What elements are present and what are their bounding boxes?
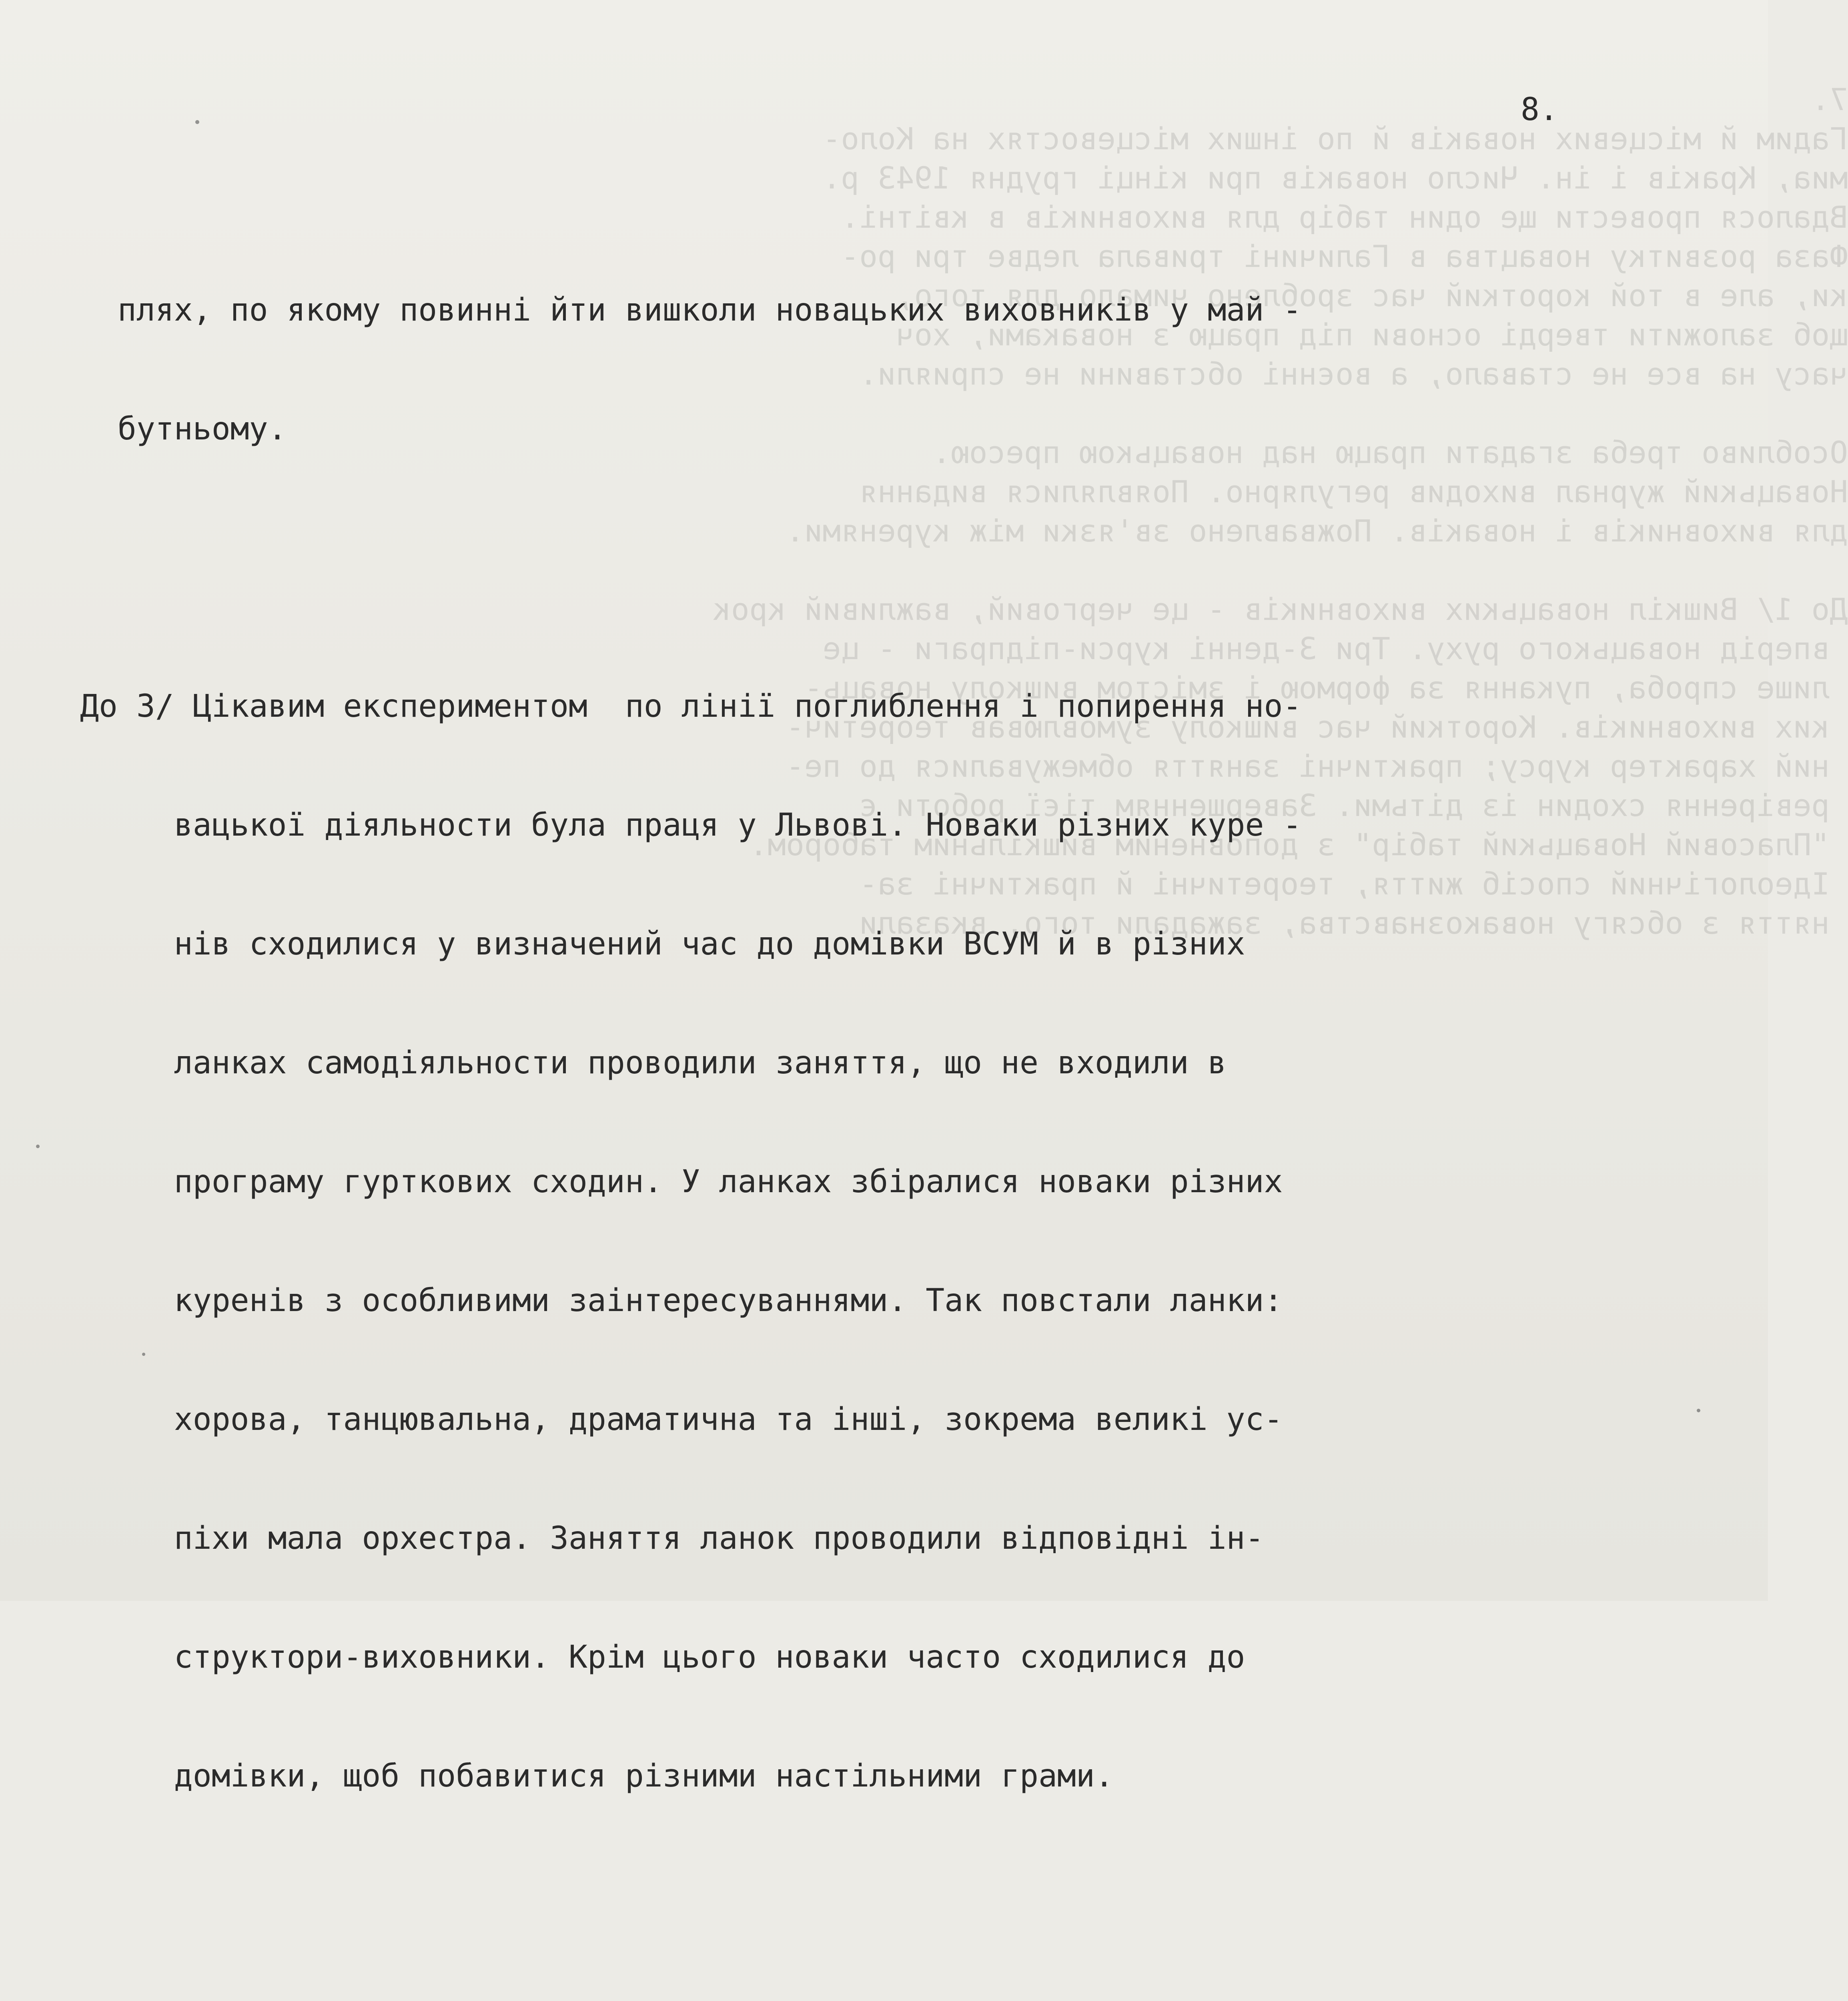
text-line: куренів з особливими заінтересуваннями. Так повстали ланки: bbox=[80, 1283, 1283, 1319]
text-line: піхи мала орхестра. Заняття ланок проводили відповідні ін- bbox=[80, 1520, 1264, 1556]
paragraph-point-3 bbox=[80, 608, 1301, 1875]
text-line: ланках самодіяльности проводили заняття, що не входили в bbox=[80, 1045, 1227, 1081]
text-body bbox=[80, 132, 1301, 2001]
page-number: 8. bbox=[1521, 92, 1558, 128]
text-line: структори-виховники. Крім цього новаки часто сходилися до bbox=[80, 1639, 1245, 1675]
paragraph-gap bbox=[80, 1955, 1301, 1975]
text-line: домівки, щоб побавитися різними настільними грами. bbox=[80, 1758, 1114, 1794]
text-line: бутньому. bbox=[80, 411, 287, 447]
text-line: програму гурткових сходин. У ланках збіралися новаки різних bbox=[80, 1164, 1283, 1200]
ink-speck bbox=[1697, 1409, 1700, 1412]
text-line: До 3/ Цікавим експериментом по лінії поглиблення і попирення но- bbox=[80, 688, 1302, 724]
ink-speck bbox=[36, 1145, 40, 1148]
text-line: хорова, танцювальна, драматична та інші, зокрема великі ус- bbox=[80, 1402, 1283, 1438]
text-line: плях, по якому повинні йти вишколи новацьких виховників у май - bbox=[80, 292, 1302, 328]
paragraph-continuation bbox=[80, 211, 1301, 528]
ink-speck bbox=[195, 120, 199, 124]
bleed-through-texture: 7. Гадим й місцевих новаків й по інших місцевостях на Коло- миа, Краків і ін. Число новаків при кінці грудня 1943 р. Вдалося провести ще один табір для виховників в квітні. Фаза розвитку новацтва в Галичині тривала ледве три ро- ки, але в той короткий час зроблено чимало для того, щоб заложити тверді основи під працю з новаками, хоч часу на все не ставало, а воєнні обставини не сприяли. Особливо треба згадати працю над новацькою пресою. Новацький журнал виходив регулярно. Появлялися видання для виховників і новаків. Пожвавлено зв'язки між куренями. До 1/ Вишкіл новацьких виховників - це черговий, важливий крок вперід новацького руху. Три 3-денні курси-підпраги - це лише спроба, пукання за формою і змістом вишколу новаць- ких виховників. Короткий час вишколу зумовлював теоретич- ний характер курсу; практичні заняття обмежувалися до пе- ревірення сходин із дітьми. Завершенням тієї роботи є "Пласовий Новацький табір" з доповненим вишкільним табором. Ідеологічний спосіб життя, теоретичні й практичні за- няття з обсягу новакознавства, зажадали того, вказали bbox=[713, 82, 1848, 941]
text-line: вацької діяльности була праця у Львові. Новаки різних куре - bbox=[80, 807, 1302, 843]
text-line: нів сходилися у визначений час до домівки ВСУМ й в різних bbox=[80, 926, 1245, 962]
ink-speck bbox=[142, 1353, 145, 1356]
